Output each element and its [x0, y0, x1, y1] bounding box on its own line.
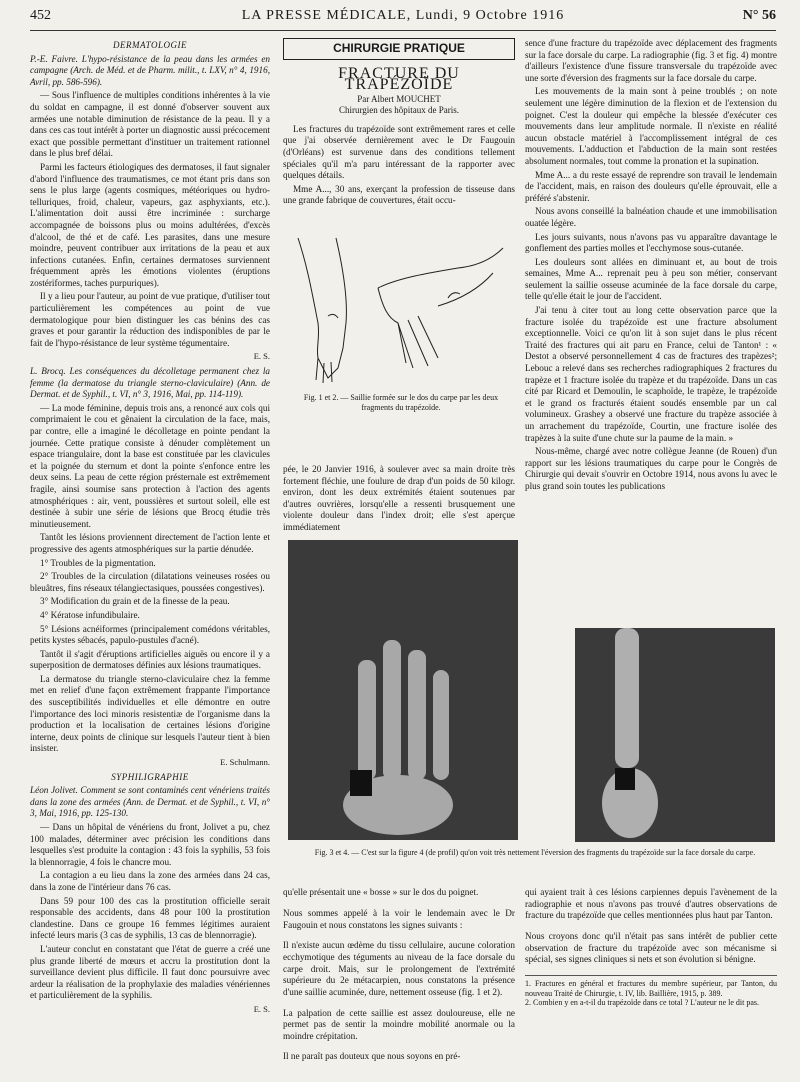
b2-p5: Il ne paraît pas douteux que nous soyons en pré- — [283, 1051, 461, 1062]
col3-p3: Mme A... a du reste essayé de reprendre son travail le lendemain de l'accident, mais, en raison des douleurs qu'elle éprouvait, elle a préféré s'abstenir. — [525, 169, 777, 203]
brocq-list-1: 1° Troubles de la pigmentation. — [40, 557, 156, 568]
byline — [283, 94, 515, 116]
brocq-list-3: 3° Modification du grain et de la finesse de la peau. — [40, 596, 230, 607]
column-2 — [283, 38, 515, 209]
jolivet-p4: L'auteur conclut en constatant que l'état de guerre a créé une plus grande liberté de mœurs et accru la prostitution dont la surveillance devient plus difficile. Il faut donc poursuivre avec ardeur la réalisation de la prophylaxie des maladies vénériennes et particulièrement de la syphilis. — [30, 943, 270, 1001]
brocq-list-5: 5° Lésions acnéiformes (principalement comédons véritables, petits kystes sébacés, papulo-pustules d'acné). — [30, 623, 270, 646]
footnotes — [525, 975, 777, 1008]
footnote-1: 1. Fractures en général et fractures du membre supérieur, par Tanton, du nouveau Traité de Chirurgie, t. IV, lib. Baillière, 1915, p. 389. — [525, 979, 777, 998]
bottom-column-3 — [525, 878, 777, 1008]
brocq-signature: E. Schulmann. — [220, 757, 270, 768]
col3-p8: Nous-même, chargé avec notre collègue Jeanne (de Rouen) d'un rapport sur les lésions traumatiques du carpe pour le Congrès de Chirurgie qui devait s'ouvrir en Octobre 1914, nous avons lu avec le plus grand soin toutes les publications — [525, 446, 777, 491]
jolivet-p2: La contagion a eu lieu dans la zone des armées dans 24 cas, dans la zone de l'intérieur dans 76 cas. — [30, 870, 270, 892]
col3-p6: Les douleurs sont allées en diminuant et, au bout de trois semaines, Mme A... reprenait peu à peu son métier, conservant seulement la saillie osseuse acuminée de la face dorsale du carpe, telle qu'elle était le jour de l'accident. — [525, 256, 777, 302]
column-3 — [525, 38, 777, 495]
col3-p7: J'ai tenu à citer tout au long cette observation parce que la fracture isolée du trapézoïde est une fracture absolument exceptionnelle. Voici ce qu'on lit à son sujet dans le plus récent Traité des fractures qui ait paru en France, celui de Tanton¹ : « Destot a observé personnellement 4 cas de fractures des trapèzes²; Lebouc a relevé dans ses recherches radiographiques 2 fractures du trapèze et 1 fracture isolée du trapèze et du trapézoïde. Dans un cas cité par Ricard et Demoulin, le scaphoïde, le trapèze, le trapézoïde et le grand os fracturés étaient soudés ensemble par un cal volumineux. Grashey a observé une fracture du trapèze associée à un arrachement du trapézoïde, Courtin, une fracture isolée des trapèzes à la suite d'une chute sur la paume de la main. » — [525, 305, 777, 443]
jolivet-p1: — Dans un hôpital de vénériens du front, Jolivet a pu, chez 100 malades, déterminer avec précision les conditions dans lesquelles s'est produite la contagion : 43 fois la syphilis, 53 fois la blennorragie, 4 fois le chancre mou. — [30, 822, 270, 867]
article-title: FRACTURE DU TRAPÉZOÏDE — [338, 64, 460, 94]
issue-number: N° 56 — [742, 8, 776, 23]
b2-p2: Nous sommes appelé à la voir le lendemain avec le Dr Faugouin et nous constatons les signes suivants : — [283, 907, 515, 930]
figure-1-2 — [288, 228, 514, 426]
section-syphiligraphie: SYPHILIGRAPHIE — [111, 771, 189, 782]
section-dermatologie: DERMATOLOGIE — [113, 40, 187, 50]
jolivet-heading: Léon Jolivet. Comment se sont contaminés cent vénériens traités dans la zone des armées (Ann. de Dermat. et de Syphil., t. VI, n° 3, Mai, 1916, pp. 125-130. — [30, 785, 270, 819]
author-role: Chirurgien des hôpitaux de Paris. — [338, 104, 460, 115]
faivre-p2: Parmi les facteurs étiologiques des dermatoses, il faut signaler d'abord l'influence des traumatismes, ce mot étant pris dans son sens le plus large (agents cosmiques, météoriques ou hydro-telluriques, froid, chaleur, vapeurs, gaz asphyxiants, etc.). L'alimentation doit aussi être incriminée : surcharge accompagnée de boissons plus ou moins adultérées, d'excès d'alcool, de thé et de café. Les parasites, dans une mesure moindre, peuvent contribuer aux irritations de la peau et aux infections cutanées. Enfin, certaines dermatoses surviennent fréquemment après les émotions violentes (éruptions zostériformes, taches purpuriques). — [30, 161, 270, 288]
column-1 — [30, 38, 270, 1019]
figure-3-4-caption: Fig. 3 et 4. — C'est sur la figure 4 (de profil) qu'on voit très nettement l'éversion des fragments du trapézoïde sur la face dorsale du carpe. — [314, 848, 756, 857]
section-box-chirurgie: CHIRURGIE PRATIQUE — [283, 38, 515, 60]
jolivet-signature: E. S. — [253, 1003, 270, 1014]
b2-p4: La palpation de cette saillie est assez douloureuse, elle ne permet pas de sentir la moindre mobilité anormale ou la moindre crépitation. — [283, 1007, 515, 1041]
author-name: Par Albert MOUCHET — [357, 93, 441, 104]
xray-4-drawing — [575, 628, 775, 842]
col3-p4: Nous avons conseillé la balnéation chaude et une immobilisation ouatée légère. — [525, 206, 777, 228]
brocq-heading: L. Brocq. Les conséquences du décolletage permanent chez la femme (la dermatose du triangle sterno-claviculaire) (Ann. de Dermat. et de Syphil., t. VI, n° 3, 1916, Mai, pp. 114-119). — [30, 366, 270, 400]
brocq-p1: — La mode féminine, depuis trois ans, a renoncé aux cols qui comprimaient le cou et gênaient la circulation de la face, mais, par contre, elle a imaginé le décolletage en pointe pendant la journée. Cette pratique consiste à dénuder complètement un espace triangulaire, dont la base est constituée par les clavicules et la poignée du sternum et dont la pointe s'enfonce entre les deux seins. La peau de cette région présternale est extrêmement fragile, ainsi soumise sans protection à l'action des agents atmosphériques : air, vent, poussières et surtout soleil, elle est destinée à subir une série de lésions que Brocq étudie très minutieusement. — [30, 402, 270, 529]
hand-sketch-2 — [378, 248, 503, 368]
article-p1: Les fractures du trapézoïde sont extrêmement rares et celle que j'ai observée dernièrement avec le Dr Faugouin (d'Orléans) est survenue dans des conditions tellement spéciales qu'il m'a paru intéressant de la rapporter avec quelques détails. — [283, 123, 515, 181]
journal-title: LA PRESSE MÉDICALE, Lundi, 9 Octobre 1916 — [241, 8, 565, 23]
footnote-2: 2. Combien y en a-t-il du trapézoïde dans ce total ? L'auteur ne le dit pas. — [525, 998, 760, 1008]
xray-3-drawing — [288, 540, 518, 840]
xray-figure-3 — [288, 540, 518, 840]
faivre-p1: — Sous l'influence de multiples conditions inhérentes à la vie du soldat en campagne, il est donné d'observer souvent aux armées une notable diminution de résistance de la peau. Il y a dans ces cas tout intérêt à porter un diagnostic aussi précocement exact que possible permettant d'instituer un traitement rationnel dans le plus bref délai. — [30, 90, 270, 159]
b2-p3: Il n'existe aucun œdème du tissu cellulaire, aucune coloration ecchymotique des téguments au niveau de la face dorsale du carpe droit. Mais, sur le prolongement de l'extrémité supérieure du 2e métacarpien, nous constatons la présence d'une saillie acuminée, dure, nettement osseuse (fig. 1 et 2). — [283, 940, 515, 997]
article-p2: Mme A..., 30 ans, exerçant la profession de tisseuse dans une grande fabrique de couvertures, était occu- — [283, 183, 515, 206]
bottom-column-2 — [283, 878, 515, 1072]
page-number: 452 — [30, 8, 51, 23]
jolivet-p3: Dans 59 pour 100 des cas la prostitution officielle serait responsable des accidents, dans 48 pour 100 la prostitution clandestine. Dans ce groupe 16 femmes légitimes auraient infecté leurs maris (3 cas de syphilis, 13 cas de blennorragie). — [30, 895, 270, 941]
col3-p2: Les mouvements de la main sont à peine troublés ; on note seulement une légère diminution de la flexion et de l'extension du poignet. C'est la douleur qui empêche la blessée d'exécuter ces mouvements dans leur amplitude normale. Il n'existe en réalité aucun obstacle matériel à l'accomplissement intégral de ces mouvements. L'adduction et l'abduction de la main sont restées absolument normales, tout comme la pronation et la supination. — [525, 86, 777, 166]
brocq-p3: Tantôt il s'agit d'éruptions artificielles aiguës ou encore il y a superposition de dermatoses définies aux lésions traumatiques. — [30, 648, 270, 671]
brocq-list-2: 2° Troubles de la circulation (dilatations veineuses rosées ou bleuâtres, fins réseaux télangiectasiques, poussées congestives). — [30, 571, 270, 593]
hand-sketches — [288, 228, 514, 388]
hand-sketch-1 — [298, 238, 346, 383]
brocq-p4: La dermatose du triangle sterno-claviculaire chez la femme met en relief d'une façon extrêmement frappante l'importance des susceptibilités individuelles et elle démontre en outre l'importance des loci minoris resistentiæ de l'organisme dans la production et la localisation de certaines lésions d'origine interne, deux points de clinique sur lesquels l'auteur tient à bien insister. — [30, 673, 270, 754]
col3-p1: sence d'une fracture du trapézoïde avec déplacement des fragments sur la face dorsale du carpe. La radiographie (fig. 3 et fig. 4) montre d'ailleurs l'existence d'une fissure transversale du trapézoïde avec une sorte d'éversion des fragments sur la face dorsale du carpe. — [525, 38, 777, 83]
faivre-p3: Il y a lieu pour l'auteur, au point de vue pratique, d'utiliser tout particulièrement les compétences au point de vue dermatologique pour bien distinguer les cas bénins des cas graves et pour garantir la réduction des indisponibles de par le fait de l'hypo-résistance de leur système tégumentaire. — [30, 291, 270, 348]
brocq-p2: Tantôt les lésions proviennent directement de l'action lente et progressive des agents atmosphériques sur la partie dénudée. — [30, 532, 270, 554]
figure-1-2-caption: Fig. 1 et 2. — Saillie formée sur le dos du carpe par les deux fragments du trapézoïde. — [303, 393, 499, 412]
b3-p2: Nous croyons donc qu'il n'était pas sans intérêt de publier cette observation de fracture du trapézoïde avec son mécanisme si spécial, ses signes cliniques si nets et son évolution si bénigne. — [525, 931, 777, 965]
faivre-signature: E. S. — [253, 351, 270, 362]
page-header — [30, 8, 776, 31]
column-2-continued — [283, 464, 515, 536]
b2-p1: qu'elle présentait une « bosse » sur le dos du poignet. — [283, 887, 479, 898]
b3-p1: qui ayaient trait à ces lésions carpiennes depuis l'avènement de la radiographie et nous n'avons pas trouvé d'autres observations de fracture du trapézoïde que celles mentionnées plus haut par Tanton. — [525, 887, 777, 921]
brocq-list-4: 4° Kératose infundibulaire. — [40, 609, 140, 620]
article-p3: pée, le 20 Janvier 1916, à soulever avec sa main droite très fortement fléchie, une foulure de drap d'un poids de 50 kilogr. environ, dont les deux extrémités étaient soutenues par d'autres ouvrières, lorsqu'elle a ressenti brusquement une violente douleur dans l'index droit; elle s'est aperçue immédiatement — [283, 464, 515, 532]
xray-figure-4 — [575, 628, 775, 842]
col3-p5: Les jours suivants, nous n'avons pas vu apparaître davantage le gonflement des parties molles et l'ecchymose sous-cutanée. — [525, 231, 777, 254]
faivre-heading: P.-E. Faivre. L'hypo-résistance de la peau dans les armées en campagne (Arch. de Méd. et de Pharm. milit., t. LXV, n° 4, 1916, Avril, pp. 586-596). — [30, 53, 270, 87]
